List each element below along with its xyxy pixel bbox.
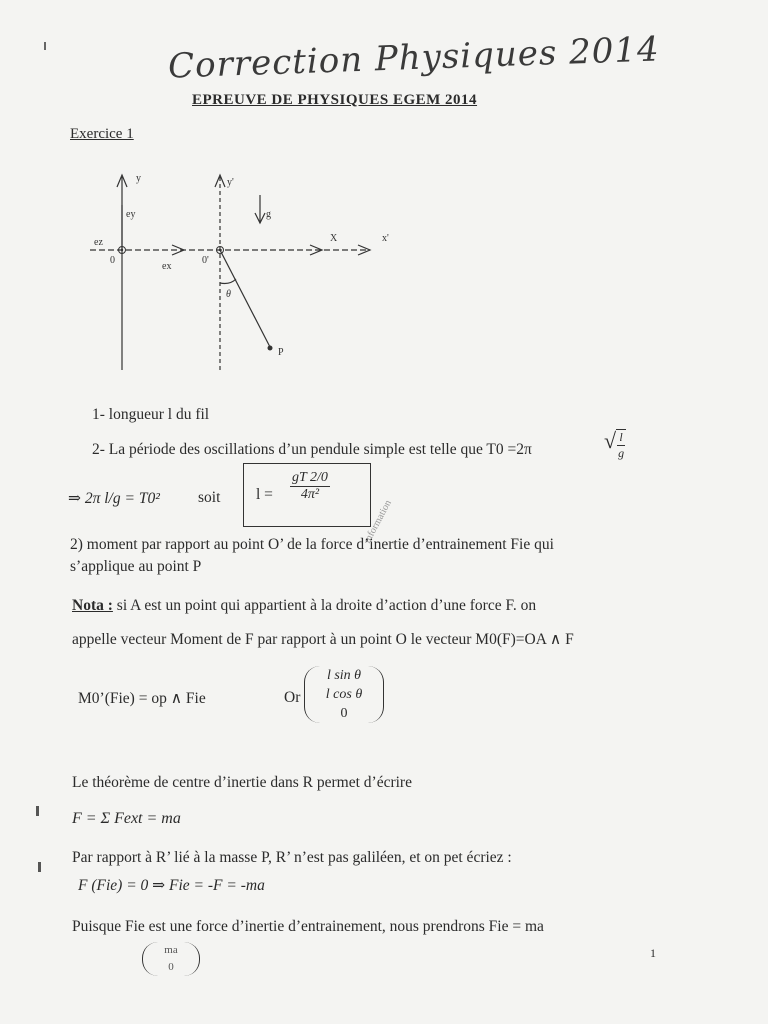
nota-line-1 [72, 597, 536, 615]
scan-speck [36, 806, 39, 816]
vector-row-2: l cos θ [325, 687, 363, 702]
nota-label: Nota : [72, 597, 113, 614]
boxed-lhs: l = [256, 486, 273, 503]
scan-speck [38, 862, 41, 872]
boxed-formula [243, 463, 371, 527]
moment-line-2: s’applique au point P [70, 558, 202, 575]
sqrt-expression: √ $\frac{l}{g}$ [604, 428, 625, 461]
label-x: X [330, 233, 338, 244]
label-xprime: x' [382, 233, 389, 244]
label-p: P [278, 347, 284, 358]
handwritten-title: Correction Physiques 2014 [167, 29, 661, 87]
nota-line-2: appelle vecteur Moment de F par rapport à un point O le vecteur M0(F)=OA ∧ F [72, 631, 574, 648]
label-g: g [266, 209, 271, 220]
sqrt-num: l [619, 430, 623, 445]
label-ex: ex [162, 261, 172, 272]
label-theta: θ [226, 289, 231, 300]
soit-label: soit [198, 489, 221, 506]
equation-left: ⇒ 2π l/g = T0² [68, 490, 160, 507]
document-title: EPREUVE DE PHYSIQUES EGEM 2014 [192, 92, 478, 108]
theorem-text: Le théorème de centre d’inertie dans R permet d’écrire [72, 774, 412, 791]
item-2: 2- La période des oscillations d’un pendule simple est telle que T0 =2π [92, 441, 532, 458]
label-ez: ez [94, 237, 103, 248]
label-oprime: 0' [202, 255, 209, 266]
position-vector [304, 666, 384, 723]
puisque-text: Puisque Fie est une force d’inertie d’entrainement, nous prendrons Fie = ma [72, 918, 544, 935]
or-label: Or [284, 689, 301, 706]
nota-text-1: si A est un point qui appartient à la droite d’action d’une force F. on [112, 597, 537, 614]
sqrt-den: g [618, 446, 625, 461]
watermark: mformation [362, 498, 394, 546]
bottom-vector [142, 942, 200, 976]
vector-row-3: 0 [340, 706, 348, 721]
moment-line-1: 2) moment par rapport au point O’ de la force d’inertie d’entrainement Fie qui [70, 536, 554, 553]
vector-row-1: l sin θ [326, 668, 362, 683]
force-equation: F = Σ Fext = ma [72, 810, 181, 827]
label-yprime: y' [227, 177, 234, 188]
bottom-vector-row-2: 0 [168, 961, 174, 973]
rapport-text: Par rapport à R’ lié à la masse P, R’ n’est pas galiléen, et on pet écriez : [72, 849, 512, 866]
page-number: 1 [650, 946, 656, 960]
pendulum-diagram [80, 165, 420, 375]
label-ey: ey [126, 209, 136, 220]
label-o: 0 [110, 255, 115, 266]
fie-equation: F (Fie) = 0 ⇒ Fie = -F = -ma [78, 877, 265, 894]
exercise-heading: Exercice 1 [70, 126, 134, 142]
bottom-vector-row-1: ma [164, 944, 178, 956]
boxed-den: 4π² [300, 487, 320, 502]
label-y: y [136, 173, 141, 184]
item-1: 1- longueur l du fil [92, 406, 210, 423]
scan-speck [44, 42, 46, 50]
moment-expression: M0’(Fie) = op ∧ Fie [78, 690, 206, 707]
boxed-num: gT 2/0 [292, 470, 328, 485]
